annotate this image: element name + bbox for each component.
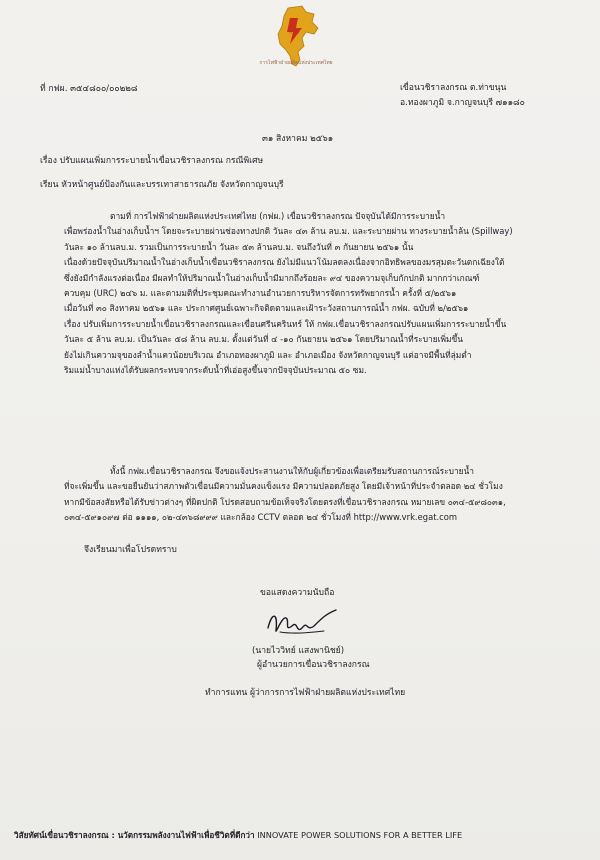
signatory-title: ผู้อำนวยการเขื่อนวชิราลงกรณ <box>257 660 370 670</box>
paragraph-line: ยังไม่เกินความจุของลำน้ำแควน้อยบริเวณ อำเภอทองผาภูมิ และ อำเภอเมือง จังหวัดกาญจนบุรี แต่อาจมีพื้นที่ลุ่มต่ำ <box>64 349 472 360</box>
paragraph-line: เมื่อวันที่ ๓๐ สิงหาคม ๒๕๖๑ และ ประกาศศูนย์เฉพาะกิจติดตามและเฝ้าระวังสถานการณ์น้ำ กฟผ. ฉบับที่ ๒/๒๕๖๑ <box>64 303 469 314</box>
logo-caption: การไฟฟ้าฝ่ายผลิตแห่งประเทศไทย <box>259 60 333 66</box>
thailand-map-icon <box>278 6 318 66</box>
closing-line: จึงเรียนมาเพื่อโปรดทราบ <box>84 545 177 555</box>
paragraph-line: ที่จะเพิ่มขึ้น และขอยืนยันว่าสภาพตัวเขื่อนมีความมั่นคงแข็งแรง มีความปลอดภัยสูง โดยมีเจ้าหน้าที่ประจำตลอด ๒๔ ชั่วโมง <box>64 481 503 492</box>
paragraph-line: หากมีข้อสงสัยหรือได้รับข่าวต่างๆ ที่ผิดปกติ โปรดสอบถามข้อเท็จจริงโดยตรงที่เขื่อนวชิราลงกรณ หมายเลข ๐๓๔-๕๙๘๐๓๑, <box>64 496 506 507</box>
body-paragraph-2 <box>64 464 564 526</box>
reference-number: ที่ กฟผ. ๓๕๔๘๐๐/๐๐๒๒๘ <box>40 84 138 94</box>
letter-date: ๓๑ สิงหาคม ๒๕๖๑ <box>262 134 334 144</box>
paragraph-line: เนื่องด้วยปัจจุบันปริมาณน้ำในอ่างเก็บน้ำเขื่อนวชิราลงกรณ ยังไม่มีแนวโน้มลดลงเนื่องจากอิทธิพลของมรสุมตะวันตกเฉียงใต้ <box>64 257 505 268</box>
vision-english: INNOVATE POWER SOLUTIONS FOR A BETTER LIFE <box>257 830 463 840</box>
paragraph-line: วันละ ๑๐ ล้านลบ.ม. รวมเป็นการระบายน้ำ วันละ ๕๓ ล้านลบ.ม. จนถึงวันที่ ๓ กันยายน ๒๕๖๑ นั้น <box>64 241 414 252</box>
vision-footer <box>14 829 462 842</box>
handwritten-signature <box>262 606 342 640</box>
paragraph-line: เพื่อพร่องน้ำในอ่างเก็บน้ำฯ โดยจะระบายผ่านช่องทางปกติ วันละ ๔๓ ล้าน ลบ.ม. และระบายผ่าน ทางระบายน้ำล้น (Spillway) <box>64 226 513 237</box>
signoff: ขอแสดงความนับถือ <box>260 588 335 598</box>
letter-recipient: เรียน หัวหน้าศูนย์ป้องกันและบรรเทาสาธารณภัย จังหวัดกาญจนบุรี <box>40 180 284 190</box>
paragraph-line: ริมแม่น้ำบางแห่งได้รับผลกระทบจากระดับน้ำที่เอ่อสูงขึ้นจากปัจจุบันประมาณ ๕๐ ซม. <box>64 365 367 376</box>
signatory-on-behalf: ทำการแทน ผู้ว่าการการไฟฟ้าฝ่ายผลิตแห่งประเทศไทย <box>205 688 406 698</box>
paragraph-line: ซึ่งยังมีกำลังแรงต่อเนื่อง มีผลทำให้ปริมาณน้ำในอ่างเก็บน้ำมีมากถึงร้อยละ ๙๔ ของความจุเก็บกักปกติ มากกว่าเกณฑ์ <box>64 272 480 283</box>
letter-subject: เรื่อง ปรับแผนเพิ่มการระบายน้ำเขื่อนวชิราลงกรณ กรณีพิเศษ <box>40 156 264 166</box>
paragraph-line: ตามที่ การไฟฟ้าฝ่ายผลิตแห่งประเทศไทย (กฟผ.) เขื่อนวชิราลงกรณ ปัจจุบันได้มีการระบายน้ำ <box>110 211 446 221</box>
body-paragraph-1 <box>64 209 564 378</box>
egat-logo <box>244 4 344 84</box>
svg-text:กฟผ: กฟผ <box>289 30 299 36</box>
paragraph-line: ๐๓๔-๕๙๑๐๙๗ ต่อ ๑๑๑๑, ๐๒-๔๓๖๘๙๙๙ และกล้อง CCTV ตลอด ๒๔ ชั่วโมงที่ http://www.vrk.egat.com <box>64 512 458 523</box>
paragraph-line: เรื่อง ปรับเพิ่มการระบายน้ำเขื่อนวชิราลงกรณและเขื่อนศรีนครินทร์ ให้ กฟผ.เขื่อนวชิราลงกรณปรับแผนเพิ่มการระบายน้ำขึ้น <box>64 318 507 329</box>
paragraph-line: ควบคุม (URC) ๒๔๖ ม. และตามมติที่ประชุมคณะทำงานอำนวยการบริหารจัดการทรัพยากรน้ำ ครั้งที่ ๕/๒๕๖๑ <box>64 288 457 299</box>
signatory-name: (นายไววิทย์ แสงพานิชย์) <box>252 646 345 656</box>
sender-address: อ.ทองผาภูมิ จ.กาญจนบุรี ๗๑๑๘๐ <box>400 98 525 108</box>
paragraph-line: ทั้งนี้ กฟผ.เขื่อนวชิราลงกรณ จึงขอแจ้งประสานงานให้กับผู้เกี่ยวข้องเพื่อเตรียมรับสถานการณ์ระบายน้ำ <box>110 466 474 476</box>
paragraph-line: วันละ ๕ ล้าน ลบ.ม. เป็นวันละ ๕๘ ล้าน ลบ.ม. ตั้งแต่วันที่ ๔ -๑๐ กันยายน ๒๕๖๑ โดยปริมาณน้ำที่ระบายเพิ่มขึ้น <box>64 334 463 345</box>
sender-organization: เขื่อนวชิราลงกรณ ต.ท่าขนุน <box>400 83 507 93</box>
vision-label: วิสัยทัศน์เขื่อนวชิราลงกรณ : นวัตกรรมพลังงานไฟฟ้าเพื่อชีวิตที่ดีกว่า <box>14 830 255 840</box>
